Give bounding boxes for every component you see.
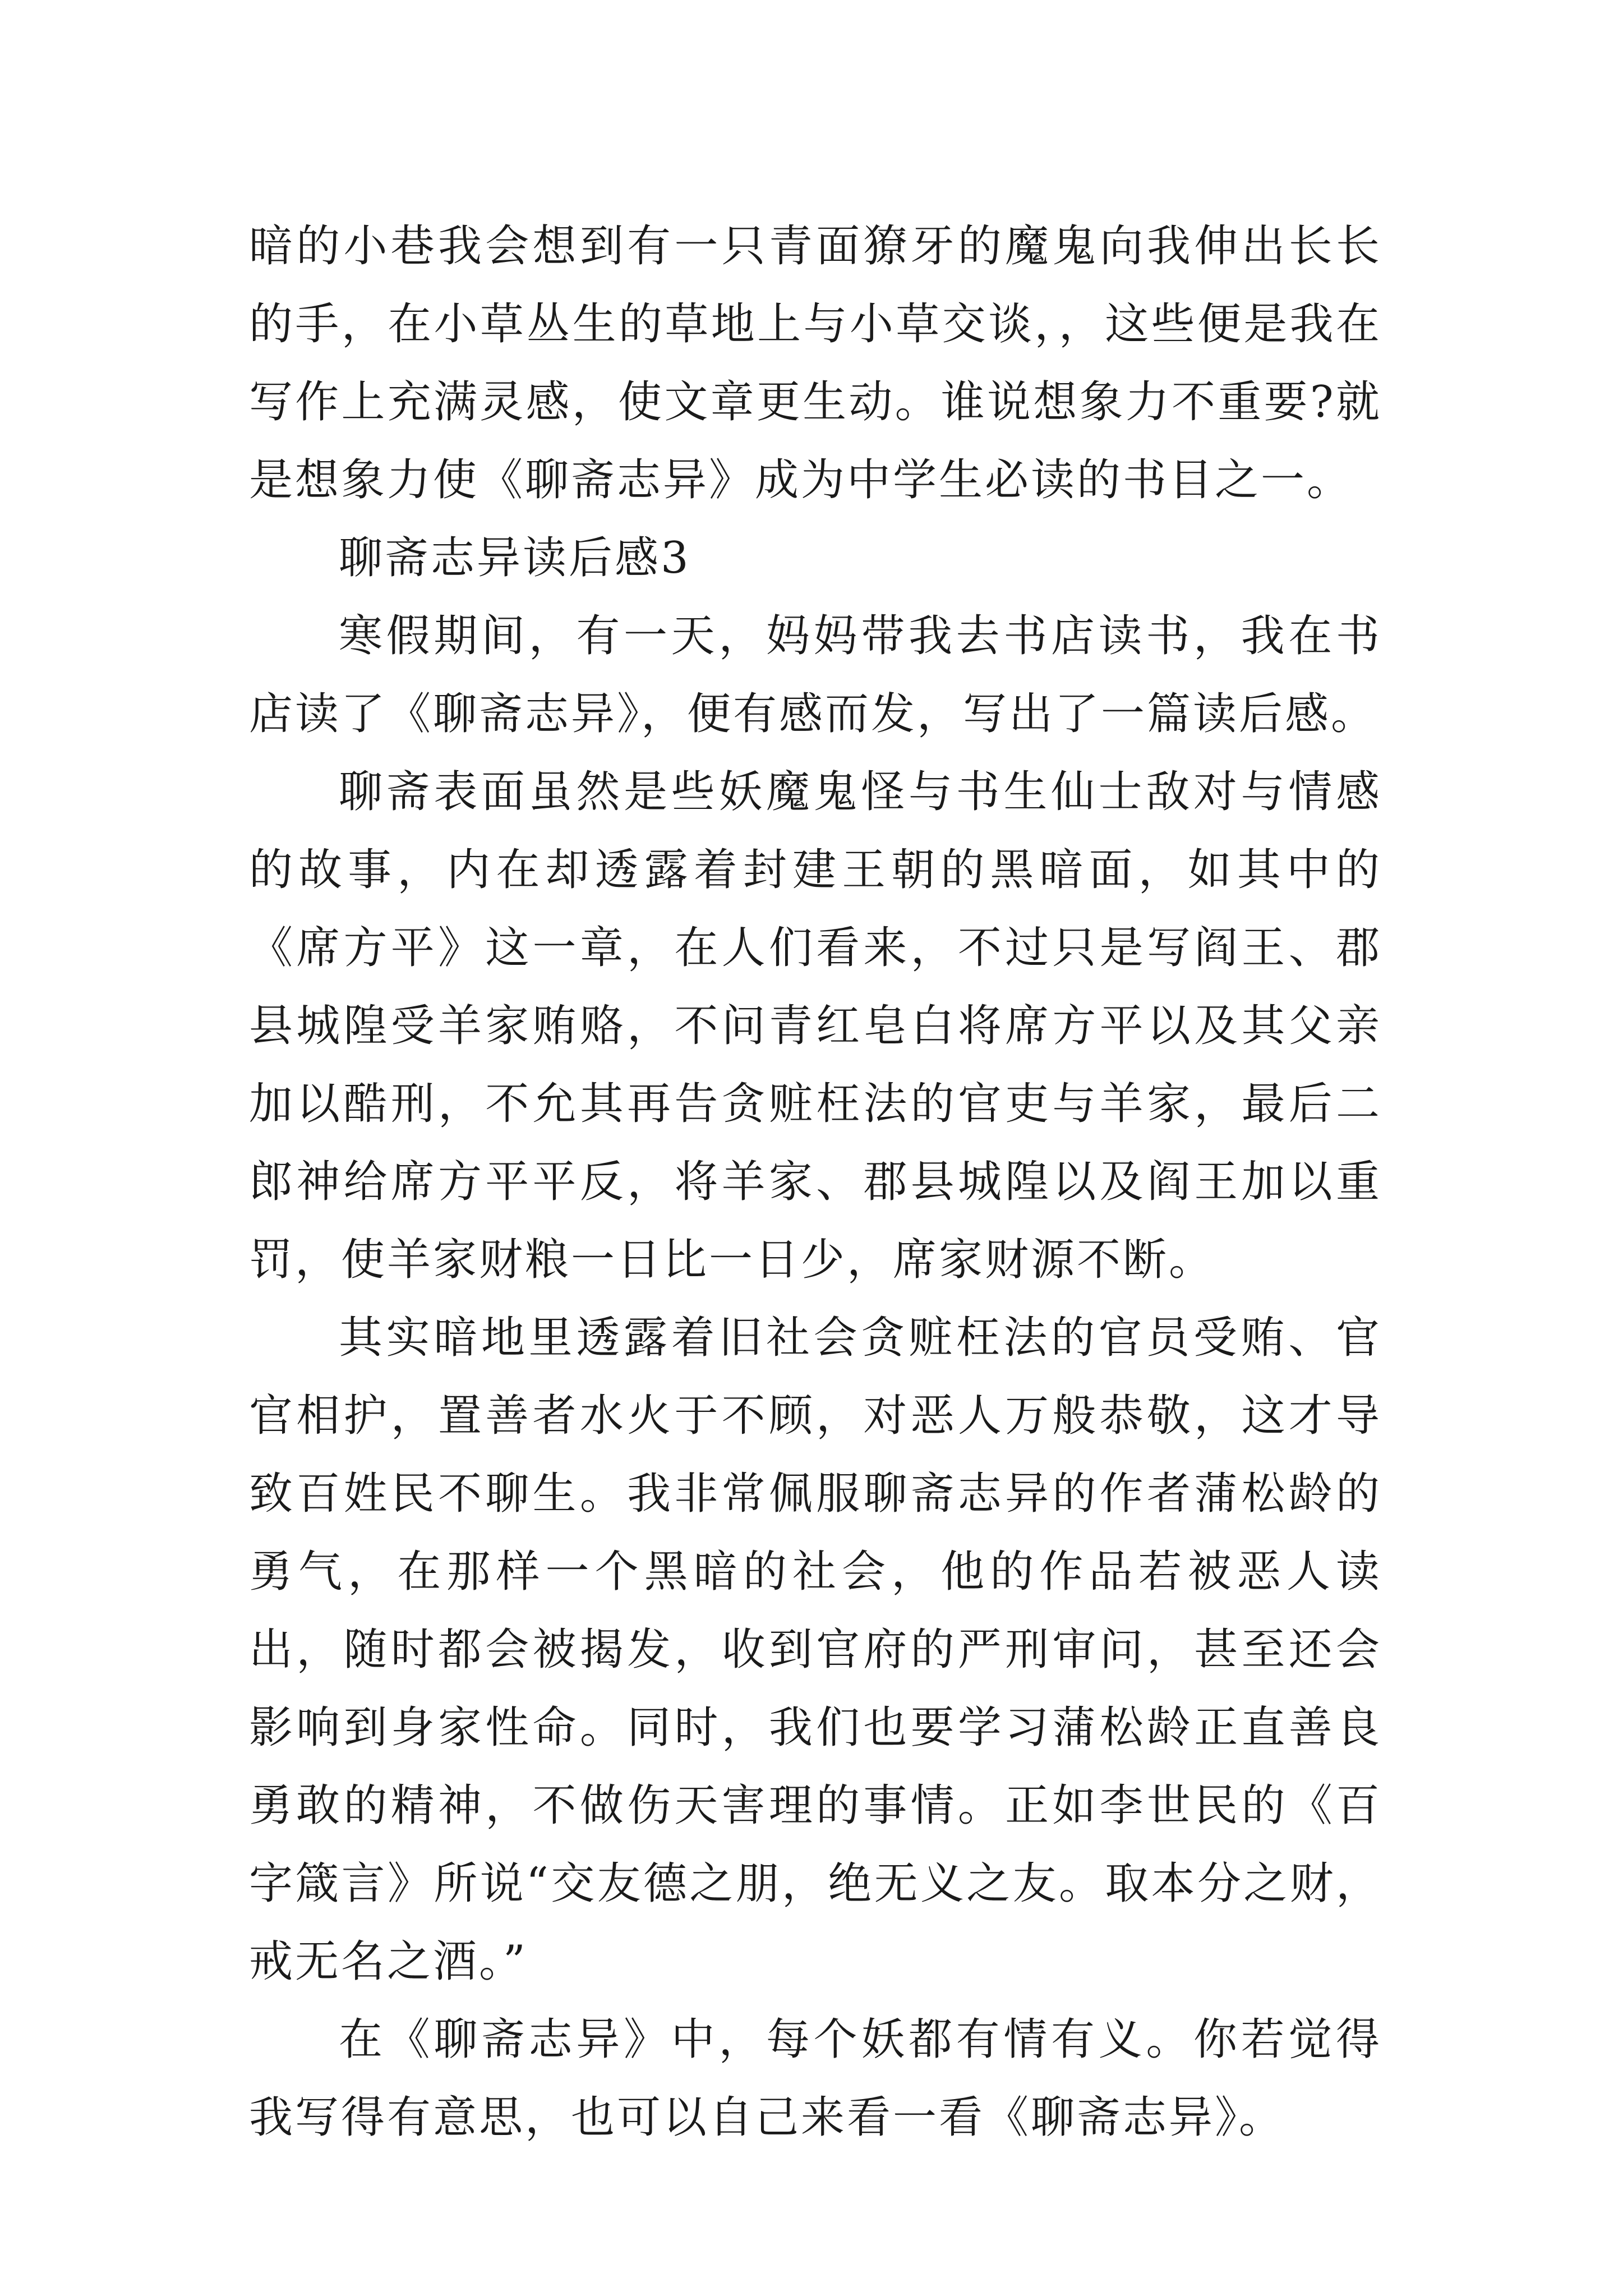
paragraph-continuation: 暗的小巷我会想到有一只青面獠牙的魔鬼向我伸出长长的手，在小草丛生的草地上与小草交谈，，这些便是我在写作上充满灵感，使文章更生动。谁说想象力不重要?就是想象力使《聊斋志异》成为中学生必读的书目之一。 [249,221,1382,505]
paragraph: 聊斋表面虽然是些妖魔鬼怪与书生仙士敌对与情感的故事，内在却透露着封建王朝的黑暗面，如其中的《席方平》这一章，在人们看来，不过只是写阎王、郡县城隍受羊家贿赂，不问青红皂白将席方平以及其父亲加以酷刑，不允其再告贪赃枉法的官吏与羊家，最后二郎神给席方平平反，将羊家、郡县城隍以及阎王加以重罚，使羊家财粮一日比一日少，席家财源不断。 [249,767,1382,1285]
section-heading: 聊斋志异读后感3 [339,533,691,583]
paragraph: 寒假期间，有一天，妈妈带我去书店读书，我在书店读了《聊斋志异》，便有感而发，写出了一篇读后感。 [249,611,1382,739]
document-body [249,208,1382,2157]
paragraph: 其实暗地里透露着旧社会贪赃枉法的官员受贿、官官相护，置善者水火于不顾，对恶人万般恭敬，这才导致百姓民不聊生。我非常佩服聊斋志异的作者蒲松龄的勇气，在那样一个黑暗的社会，他的作品若被恶人读出，随时都会被揭发，收到官府的严刑审问，甚至还会影响到身家性命。同时，我们也要学习蒲松龄正直善良勇敢的精神，不做伤天害理的事情。正如李世民的《百字箴言》所说“交友德之朋，绝无义之友。取本分之财，戒无名之酒。” [249,1313,1382,1987]
paragraph: 在《聊斋志异》中，每个妖都有情有义。你若觉得我写得有意思，也可以自己来看一看《聊斋志异》。 [249,2014,1382,2143]
